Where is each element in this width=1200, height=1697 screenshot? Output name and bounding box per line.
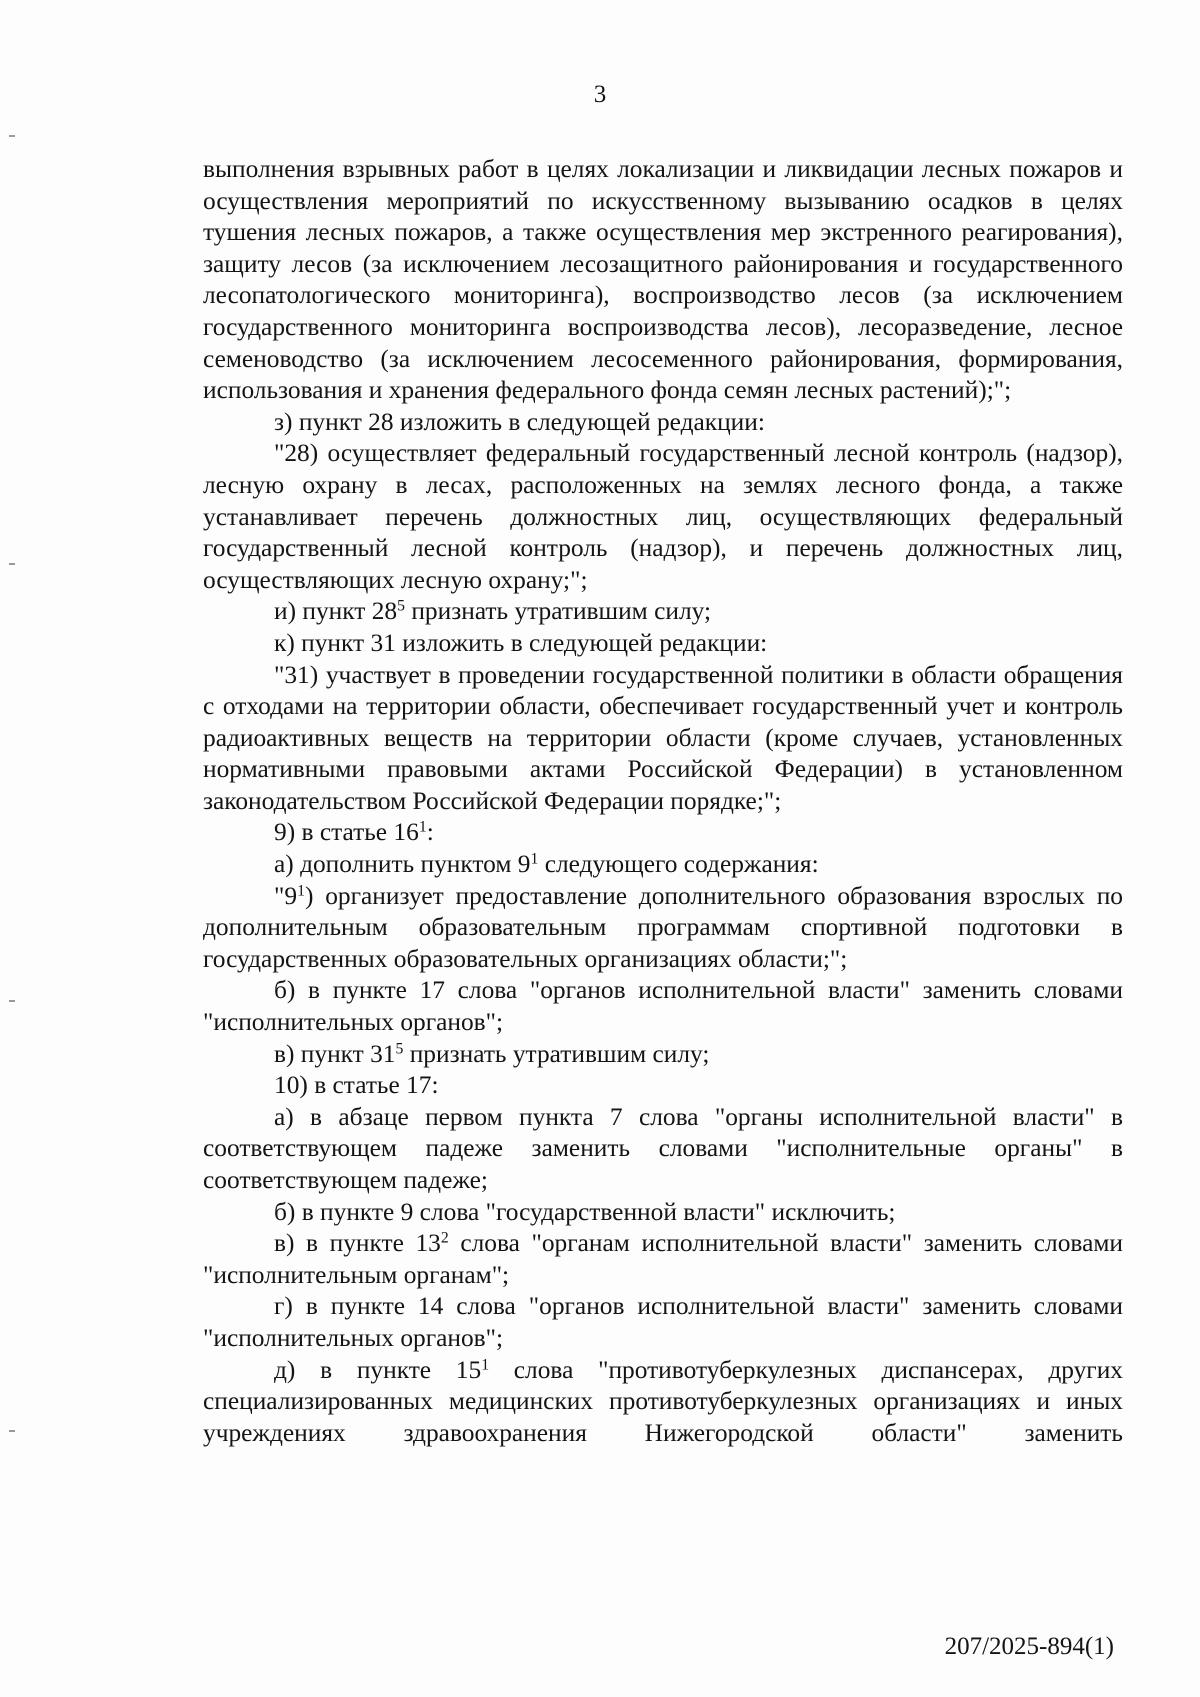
quote-9-1-text-start: "9: [274, 881, 298, 910]
margin-tick: [9, 1430, 15, 1432]
paragraph-item-10-g: г) в пункте 14 слова "органов исполнительной власти" заменить словами "исполнительных органов";: [203, 1292, 1123, 1352]
document-code: 207/2025-894(1): [944, 1633, 1114, 1660]
item-9a-superscript: 1: [530, 850, 539, 868]
paragraph-item-10-a: а) в абзаце первом пункта 7 слова "органы исполнительной власти" в соответствующем падеже заменить словами "исполнительные органы" в соответствующем падеже;: [203, 1102, 1123, 1194]
page-number: 3: [593, 81, 607, 108]
item-9v-superscript: 5: [395, 1039, 404, 1057]
item-9-text-end: :: [426, 818, 434, 847]
quote-9-1-text-end: ) организует предоставление дополнительного образования взрослых по дополнительным образовательным программам спортивной подготовки в государственных образовательных организациях области;";: [203, 881, 1123, 973]
item-i-text-end: признать утратившим силу;: [404, 597, 712, 626]
item-10v-superscript: 2: [440, 1229, 449, 1247]
item-9-text-start: 9) в статье 16: [274, 818, 419, 847]
item-10v-text-end: слова "органам исполнительной власти" заменить словами "исполнительным органам";: [203, 1229, 1123, 1289]
item-10v-text-start: в) в пункте 13: [274, 1229, 441, 1258]
item-9v-text-start: в) пункт 31: [274, 1039, 396, 1068]
paragraph-item-9-a: [203, 849, 1123, 881]
item-10d-superscript: 1: [481, 1355, 490, 1373]
quote-9-1-superscript: 1: [297, 882, 305, 899]
document-body: [203, 154, 1123, 1449]
item-9-superscript: 1: [418, 818, 427, 836]
paragraph-quote-31: "31) участвует в проведении государственной политики в области обращения с отходами на территории области, обеспечивает государственный учет и контроль радиоактивных веществ на территории области (кроме случаев, установленных нормативными правовыми актами Российской Федерации) в установленном законодательством Российской Федерации порядке;";: [203, 660, 1123, 815]
paragraph-item-10: 10) в статье 17:: [274, 1071, 439, 1100]
item-10d-text-end: слова "противотуберкулезных диспансерах, других специализированных медицинских противотуберкулезных организациях и иных учреждениях здравоохранения Нижегородской области" заменить: [203, 1355, 1123, 1447]
paragraph-item-10-d: [203, 1355, 1123, 1450]
margin-tick: [9, 135, 15, 137]
paragraph-item-10-v: [203, 1228, 1123, 1291]
item-i-superscript: 5: [397, 597, 405, 615]
paragraph-item-9: [203, 817, 1123, 849]
margin-tick: [9, 1000, 15, 1002]
paragraph-quote-9-1: [203, 881, 1123, 976]
paragraph-item-9-b: б) в пункте 17 слова "органов исполнительной власти" заменить словами "исполнительных органов";: [203, 976, 1123, 1037]
paragraph-item-k: к) пункт 31 изложить в следующей редакции:: [274, 628, 768, 657]
paragraph-item-z: з) пункт 28 изложить в следующей редакции:: [274, 407, 765, 436]
paragraph-continuation: выполнения взрывных работ в целях локализации и ликвидации лесных пожаров и осуществления мероприятий по искусственному вызыванию осадков в целях тушения лесных пожаров, а также осуществления мер экстренного реагирования), защиту лесов (за исключением лесозащитного районирования и государственного лесопатологического мониторинга), воспроизводство лесов (за исключением государственного мониторинга воспроизводства лесов), лесоразведение, лесное семеноводство (за исключением лесосеменного районирования, формирования, использования и хранения федерального фонда семян лесных растений);";: [203, 155, 1123, 405]
paragraph-item-i: [203, 596, 1123, 628]
item-i-text-start: и) пункт 28: [274, 597, 398, 626]
item-9v-text-end: признать утратившим силу;: [403, 1039, 710, 1068]
paragraph-item-10-b: б) в пункте 9 слова "государственной власти" исключить;: [274, 1197, 896, 1226]
margin-tick: [9, 563, 15, 565]
item-9a-text-start: а) дополнить пунктом 9: [274, 850, 531, 879]
paragraph-item-9-v: [203, 1039, 1123, 1071]
item-10d-text-start: д) в пункте 15: [274, 1355, 482, 1384]
item-9a-text-end: следующего содержания:: [538, 850, 819, 879]
paragraph-quote-28: "28) осуществляет федеральный государственный лесной контроль (надзор), лесную охрану в лесах, расположенных на землях лесного фонда, а также устанавливает перечень должностных лиц, осуществляющих федеральный государственный лесной контроль (надзор), и перечень должностных лиц, осуществляющих лесную охрану;";: [203, 439, 1123, 594]
